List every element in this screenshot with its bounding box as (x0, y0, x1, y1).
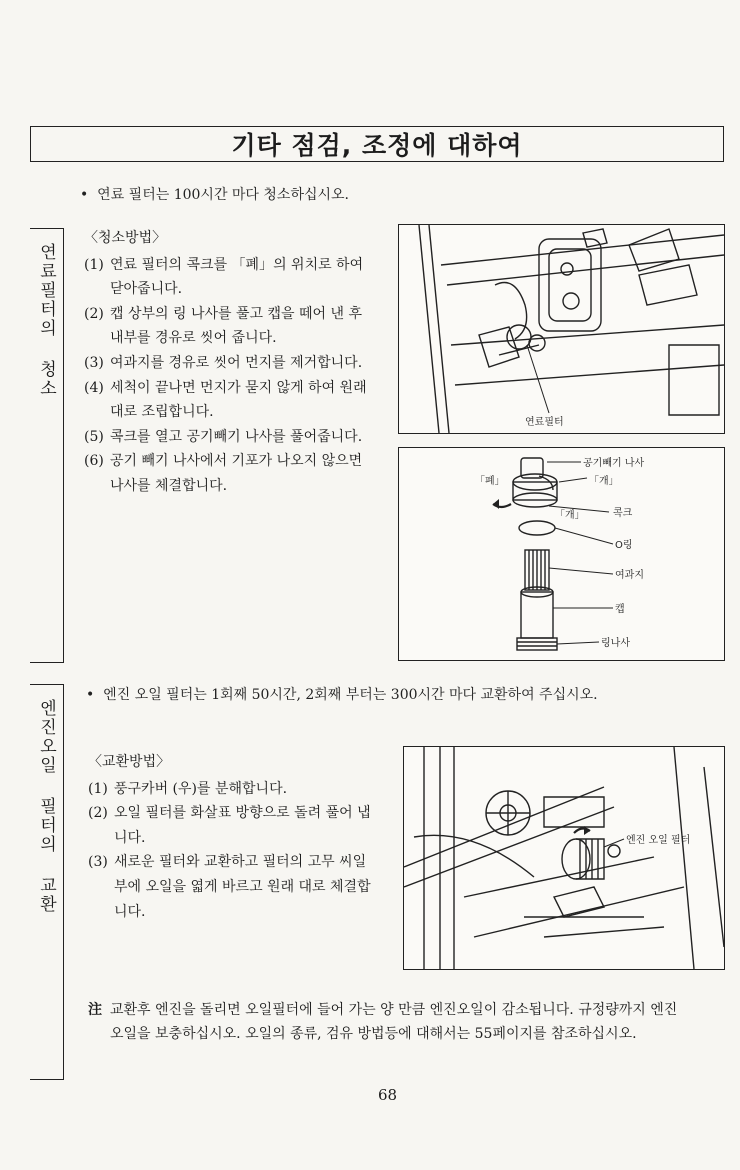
figure-engine-oil-filter (403, 746, 725, 970)
page-title (30, 126, 724, 162)
fuel-step (84, 425, 368, 450)
fuel-step (84, 253, 368, 302)
section-tab-oil-filter-label: 엔진오일 필터의 교환 (36, 699, 56, 914)
fuel-bullet (80, 184, 349, 204)
step-number: (3) (84, 354, 104, 371)
fuel-filter-parts-illustration (399, 448, 724, 660)
step-number: (4) (84, 379, 104, 396)
label-cock: 콕크 (613, 508, 633, 519)
label-open-2: 「개」 (555, 510, 585, 521)
fuel-bullet-text: 연료 필터는 100시간 마다 청소하십시오. (97, 187, 350, 203)
page-number: 68 (378, 1086, 398, 1104)
label-ring-screw: 링나사 (601, 638, 630, 649)
section-tab-oil-filter (30, 684, 64, 1080)
step-text: 공기 빼기 나사에서 기포가 나오지 않으면 나사를 체결합니다. (110, 453, 363, 494)
note (88, 998, 692, 1046)
fuel-step (84, 376, 368, 425)
oil-step (88, 850, 372, 924)
note-text: 교환후 엔진을 돌리면 오일필터에 들어 가는 양 만큼 엔진오일이 감소됩니다. 규정량까지 엔진 오일을 보충하십시오. 오일의 종류, 검유 방법등에 대해서는 55페이지를 참조하십시오. (110, 1002, 678, 1042)
label-cap: 캡 (615, 604, 625, 615)
engine-oil-filter-illustration (404, 747, 724, 969)
step-text: 풍구카버 (우)를 분해합니다. (114, 780, 288, 797)
figure-fuel-filter-parts (398, 447, 725, 661)
step-number: (6) (84, 453, 104, 470)
fuel-step (84, 302, 368, 351)
step-text: 여과지를 경유로 씻어 먼지를 제거합니다. (110, 354, 363, 371)
fuel-step (84, 351, 368, 376)
bullet-dot-icon: • (86, 687, 95, 703)
step-text: 오일 필터를 화살표 방향으로 돌려 풀어 냅니다. (114, 805, 371, 846)
oil-method (88, 750, 372, 924)
fuel-step (84, 449, 368, 498)
oil-method-title: 〈교환방법〉 (88, 754, 171, 770)
fig3-label: 엔진 오일 필터 (626, 835, 691, 846)
figure-fuel-filter-location (398, 224, 725, 434)
step-number: (3) (88, 854, 108, 871)
step-text: 콕크를 열고 공기빼기 나사를 풀어줍니다. (110, 428, 363, 445)
step-number: (1) (88, 780, 108, 797)
step-text: 연료 필터의 콕크를 「폐」의 위치로 하여 닫아줍니다. (110, 256, 364, 298)
section-tab-fuel-filter (30, 228, 64, 663)
bullet-dot-icon: • (80, 187, 89, 203)
label-o-ring: O링 (615, 540, 633, 551)
oil-step (88, 801, 372, 850)
step-text: 세척이 끝나면 먼지가 묻지 않게 하여 원래대로 조립합니다. (110, 379, 367, 421)
step-number: (2) (84, 305, 104, 322)
fuel-method (84, 226, 368, 499)
step-text: 새로운 필터와 교환하고 필터의 고무 씨일부에 오일을 엷게 바르고 원래 대로 체결합니다. (114, 854, 371, 920)
oil-bullet (86, 684, 598, 704)
oil-bullet-text: 엔진 오일 필터는 1회째 50시간, 2회째 부터는 300시간 마다 교환하여 주십시오. (103, 687, 598, 703)
fuel-filter-location-illustration (399, 225, 724, 433)
step-number: (5) (84, 428, 104, 445)
label-closed: 「폐」 (475, 476, 505, 487)
step-text: 캡 상부의 링 나사를 풀고 캡을 떼어 낸 후 내부를 경유로 씻어 줍니다. (110, 305, 362, 347)
label-air-screw: 공기빼기 나사 (583, 458, 645, 469)
page-title-text: 기타 점검, 조정에 대하여 (231, 131, 523, 160)
step-number: (1) (84, 256, 104, 273)
section-tab-fuel-filter-label: 연료필터의 청소 (36, 243, 56, 398)
oil-step (88, 777, 372, 802)
fuel-method-title: 〈청소방법〉 (84, 230, 167, 246)
note-mark: 注 (88, 1002, 102, 1018)
label-filter-paper: 여과지 (615, 570, 644, 581)
label-open: 「개」 (589, 476, 619, 487)
step-number: (2) (88, 805, 108, 822)
fig1-label: 연료필터 (525, 417, 564, 428)
